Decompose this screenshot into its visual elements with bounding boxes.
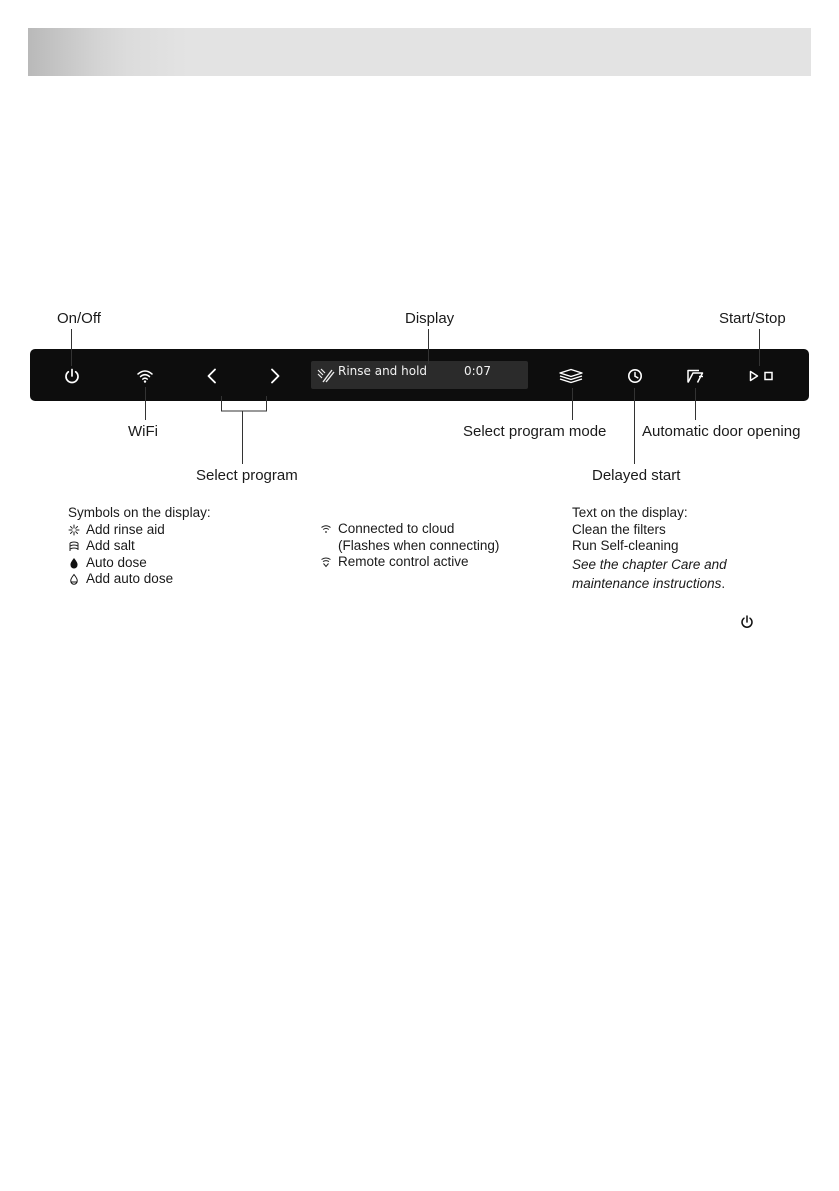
callout-delayed-start: Delayed start: [592, 467, 681, 484]
callout-automatic-door-opening: Automatic door opening: [642, 423, 801, 440]
legend-item: [320, 538, 499, 555]
salt-icon: [68, 540, 80, 552]
start-stop-button[interactable]: [748, 363, 778, 389]
callout-select-program-mode: Select program mode: [463, 423, 607, 440]
cloud-wifi-icon: [320, 523, 332, 535]
callout-display: Display: [405, 310, 455, 327]
legend-label: Connected to cloud: [338, 521, 455, 536]
legend-label: Add salt: [86, 538, 135, 553]
door-opening-button[interactable]: [682, 363, 708, 389]
display-screen: [311, 361, 528, 389]
text-note-line-2: [572, 574, 727, 593]
add-auto-dose-icon: [68, 573, 80, 585]
symbols-legend: [68, 505, 211, 588]
door-open-icon: [682, 363, 708, 389]
clock-icon: [622, 363, 648, 389]
text-note-period: .: [721, 575, 726, 591]
previous-program-button[interactable]: [199, 363, 225, 389]
legend-label: (Flashes when connecting): [338, 537, 500, 553]
program-mode-icon: [558, 363, 584, 389]
wifi-icon: [132, 363, 158, 389]
text-note-line-1: See the chapter Care and: [572, 556, 727, 572]
callout-select-program: Select program: [196, 467, 298, 484]
header-band: [28, 28, 811, 76]
rinse-spray-icon: [315, 365, 335, 385]
rinse-aid-icon: [68, 524, 80, 536]
legend-item: [68, 538, 211, 555]
text-item: Run Self-cleaning: [572, 538, 679, 553]
legend-label: Remote control active: [338, 554, 469, 569]
legend-label: Add rinse aid: [86, 521, 165, 537]
legend-label: Auto dose: [86, 554, 147, 570]
text-heading: Text on the display:: [572, 505, 688, 520]
symbols-heading: Symbols on the display:: [68, 505, 211, 520]
auto-dose-icon: [68, 557, 80, 569]
text-item: Clean the filters: [572, 521, 666, 537]
next-program-button[interactable]: [262, 363, 288, 389]
power-icon: [739, 614, 755, 630]
legend-item: [68, 555, 211, 572]
program-name: Rinse and hold: [338, 364, 428, 378]
play-stop-icon: [748, 363, 778, 389]
program-mode-button[interactable]: [558, 363, 584, 389]
legend-item: [68, 522, 211, 539]
wifi-button[interactable]: [132, 363, 158, 389]
connectivity-legend: [320, 521, 499, 571]
power-icon: [59, 363, 85, 389]
remote-control-icon: [320, 556, 332, 568]
chevron-left-icon: [199, 363, 225, 389]
chevron-right-icon: [262, 363, 288, 389]
display-text-legend: [572, 505, 727, 593]
program-time: 0:07: [464, 364, 491, 378]
power-button[interactable]: [59, 363, 85, 389]
callout-wifi: WiFi: [128, 423, 158, 440]
text-note-italic: maintenance instructions: [572, 575, 722, 591]
delayed-start-button[interactable]: [622, 363, 648, 389]
legend-label: Add auto dose: [86, 571, 174, 586]
legend-item: [320, 521, 499, 538]
callout-start-stop: Start/Stop: [719, 310, 786, 327]
callout-on-off: On/Off: [57, 310, 101, 327]
legend-item: [68, 571, 211, 588]
legend-item: [320, 554, 499, 571]
